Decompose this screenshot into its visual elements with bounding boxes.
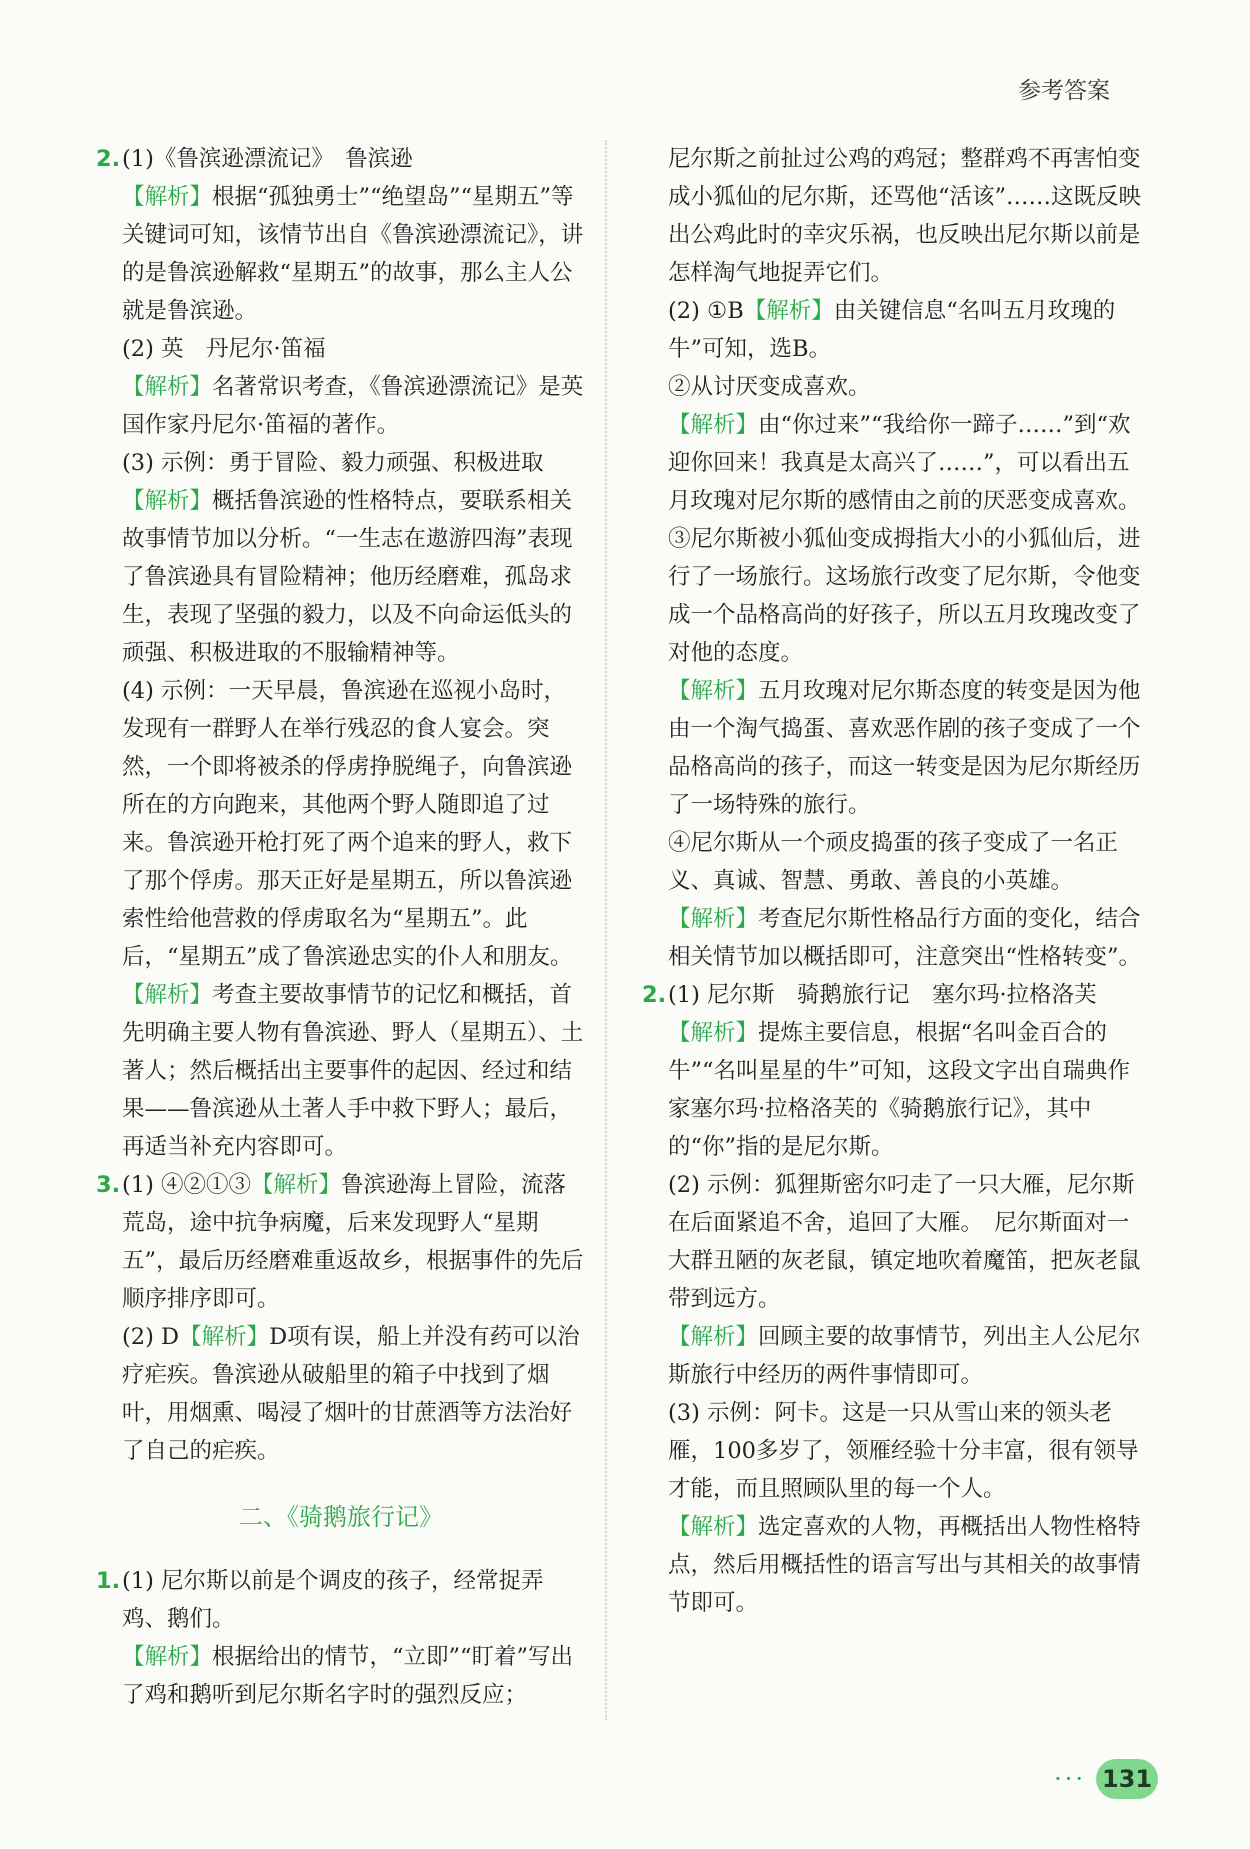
answer-text: ②从讨厌变成喜欢。 — [668, 374, 871, 400]
analysis-text: 五月玫瑰对尼尔斯态度的转变是因为他由一个淘气捣蛋、喜欢恶作剧的孩子变成了一个品格高尚的孩子，而这一转变是因为尼尔斯经历了一场特殊的旅行。 — [668, 678, 1141, 818]
analysis-paragraph — [122, 1638, 586, 1714]
analysis-tag: 【解析】 — [122, 1644, 213, 1670]
analysis-tag: 【解析】 — [668, 678, 759, 704]
page-footer — [1054, 1759, 1158, 1799]
page-header-title: 参考答案 — [1018, 78, 1110, 104]
section2-question-2 — [642, 976, 1148, 1622]
analysis-text: D项有误，船上并没有药可以治疗疟疾。鲁滨逊从破船里的箱子中找到了烟叶，用烟熏、喝浸了烟叶的甘蔗酒等方法治好了自己的疟疾。 — [122, 1324, 580, 1464]
analysis-text: 选定喜欢的人物，再概括出人物性格特点，然后用概括性的语言写出与其相关的故事情节即可。 — [668, 1514, 1141, 1616]
answer-text: (2) ①B — [668, 298, 744, 324]
analysis-text: 根据给出的情节，“立即”“盯着”写出了鸡和鹅听到尼尔斯名字时的强烈反应； — [122, 1644, 574, 1708]
answer-text: (2) D — [122, 1324, 180, 1350]
analysis-tag: 【解析】 — [668, 906, 759, 932]
answer-text: (1)《鲁滨逊漂流记》 鲁滨逊 — [122, 146, 413, 172]
answer-text: (2) 示例：狐狸斯密尔叼走了一只大雁，尼尔斯在后面紧追不舍，追回了大雁。 尼尔斯面对一大群丑陋的灰老鼠，镇定地吹着魔笛，把灰老鼠带到远方。 — [668, 1172, 1141, 1312]
answer-text: (1) 尼尔斯以前是个调皮的孩子，经常捉弄鸡、鹅们。 — [122, 1568, 544, 1632]
answer-text: (1) 尼尔斯 骑鹅旅行记 塞尔玛·拉格洛芙 — [668, 982, 1097, 1008]
analysis-text: 提炼主要信息，根据“名叫金百合的牛”“名叫星星的牛”可知，这段文字出自瑞典作家塞尔玛·拉格洛芙的《骑鹅旅行记》，其中的“你”指的是尼尔斯。 — [668, 1020, 1131, 1160]
analysis-text: 名著常识考查，《鲁滨逊漂流记》是英国作家丹尼尔·笛福的著作。 — [122, 374, 584, 438]
section2-question-1 — [96, 1562, 586, 1714]
analysis-paragraph — [668, 900, 1148, 976]
footer-dots: ··· — [1054, 1765, 1086, 1793]
analysis-paragraph — [122, 178, 586, 330]
answer-text: (4) 示例：一天早晨，鲁滨逊在巡视小岛时，发现有一群野人在举行残忍的食人宴会。突然，一个即将被杀的俘虏挣脱绳子，向鲁滨逊所在的方向跑来，其他两个野人随即追了过来。鲁滨逊开枪打死了两个追来的野人，救下了那个俘虏。那天正好是星期五，所以鲁滨逊索性给他营救的俘虏取名为“星期五”。此后，“星期五”成了鲁滨逊忠实的仆人和朋友。 — [122, 678, 573, 970]
analysis-paragraph — [668, 672, 1148, 824]
section-title: 二、《骑鹅旅行记》 — [239, 1503, 443, 1531]
answer-text: ③尼尔斯被小狐仙变成拇指大小的小狐仙后，进行了一场旅行。这场旅行改变了尼尔斯，令他变成一个品格高尚的好孩子，所以五月玫瑰改变了对他的态度。 — [668, 526, 1141, 666]
column-divider — [605, 140, 607, 1720]
analysis-paragraph — [122, 368, 586, 444]
analysis-text: 由关键信息“名叫五月玫瑰的牛”可知，选B。 — [668, 298, 1116, 362]
analysis-paragraph — [668, 1508, 1148, 1622]
analysis-tag: 【解析】 — [668, 1514, 759, 1540]
analysis-text: 考查主要故事情节的记忆和概括，首先明确主要人物有鲁滨逊、野人（星期五）、土著人；然后概括出主要事件的起因、经过和结果——鲁滨逊从土著人手中救下野人；最后，再适当补充内容即可。 — [122, 982, 584, 1160]
answer-paragraph — [668, 292, 1148, 368]
analysis-paragraph — [668, 1014, 1148, 1166]
answer-text: (3) 示例：勇于冒险、毅力顽强、积极进取 — [122, 450, 544, 476]
analysis-tag: 【解析】 — [668, 1324, 759, 1350]
question-number: 3. — [96, 1172, 121, 1198]
question-number: 1. — [96, 1568, 121, 1594]
analysis-paragraph — [668, 1318, 1148, 1394]
analysis-text: 考查尼尔斯性格品行方面的变化，结合相关情节加以概括即可，注意突出“性格转变”。 — [668, 906, 1142, 970]
page-number-badge: 131 — [1096, 1759, 1158, 1799]
analysis-text: 概括鲁滨逊的性格特点，要联系相关故事情节加以分析。“一生志在遨游四海”表现了鲁滨逊具有冒险精神；他历经磨难，孤岛求生，表现了坚强的毅力，以及不向命运低头的顽强、积极进取的不服输精神等。 — [122, 488, 573, 666]
right-column — [642, 140, 1148, 1622]
answer-text: (1) ④②①③ — [122, 1172, 252, 1198]
analysis-text: 由“你过来”“我给你一蹄子……”到“欢迎你回来！我真是太高兴了……”，可以看出五月玫瑰对尼尔斯的感情由之前的厌恶变成喜欢。 — [668, 412, 1141, 514]
analysis-tag: 【解析】 — [743, 298, 834, 324]
answer-text: (2) 英 丹尼尔·笛福 — [122, 336, 326, 362]
question-number: 2. — [96, 146, 121, 172]
analysis-text: 根据“孤独勇士”“绝望岛”“星期五”等关键词可知，该情节出自《鲁滨逊漂流记》，讲的是鲁滨逊解救“星期五”的故事，那么主人公就是鲁滨逊。 — [122, 184, 584, 324]
analysis-tag: 【解析】 — [122, 374, 213, 400]
continued-analysis: 尼尔斯之前扯过公鸡的鸡冠；整群鸡不再害怕变成小狐仙的尼尔斯，还骂他“活该”……这既反映出公鸡此时的幸灾乐祸，也反映出尼尔斯以前是怎样淘气地捉弄它们。 — [668, 146, 1142, 286]
question-2 — [96, 140, 586, 1166]
analysis-text: 回顾主要的故事情节，列出主人公尼尔斯旅行中经历的两件事情即可。 — [668, 1324, 1141, 1388]
answer-text: ④尼尔斯从一个顽皮捣蛋的孩子变成了一名正义、真诚、智慧、勇敢、善良的小英雄。 — [668, 830, 1119, 894]
analysis-tag: 【解析】 — [122, 184, 213, 210]
answer-paragraph — [122, 1318, 586, 1470]
analysis-tag: 【解析】 — [179, 1324, 270, 1350]
analysis-tag: 【解析】 — [122, 982, 213, 1008]
analysis-tag: 【解析】 — [122, 488, 213, 514]
analysis-tag: 【解析】 — [668, 1020, 759, 1046]
answer-text: (3) 示例：阿卡。这是一只从雪山来的领头老雁，100多岁了，领雁经验十分丰富，很有领导才能，而且照顾队里的每一个人。 — [668, 1400, 1139, 1502]
analysis-tag: 【解析】 — [251, 1172, 342, 1198]
analysis-paragraph — [122, 482, 586, 672]
question-3 — [96, 1166, 586, 1470]
answer-paragraph — [122, 1166, 586, 1318]
left-column — [96, 140, 586, 1714]
question-number: 2. — [642, 982, 667, 1008]
analysis-paragraph — [668, 406, 1148, 520]
analysis-tag: 【解析】 — [668, 412, 759, 438]
analysis-paragraph — [122, 976, 586, 1166]
analysis-text: 鲁滨逊海上冒险，流落荒岛，途中抗争病魔，后来发现野人“星期五”，最后历经磨难重返故乡，根据事件的先后顺序排序即可。 — [122, 1172, 584, 1312]
